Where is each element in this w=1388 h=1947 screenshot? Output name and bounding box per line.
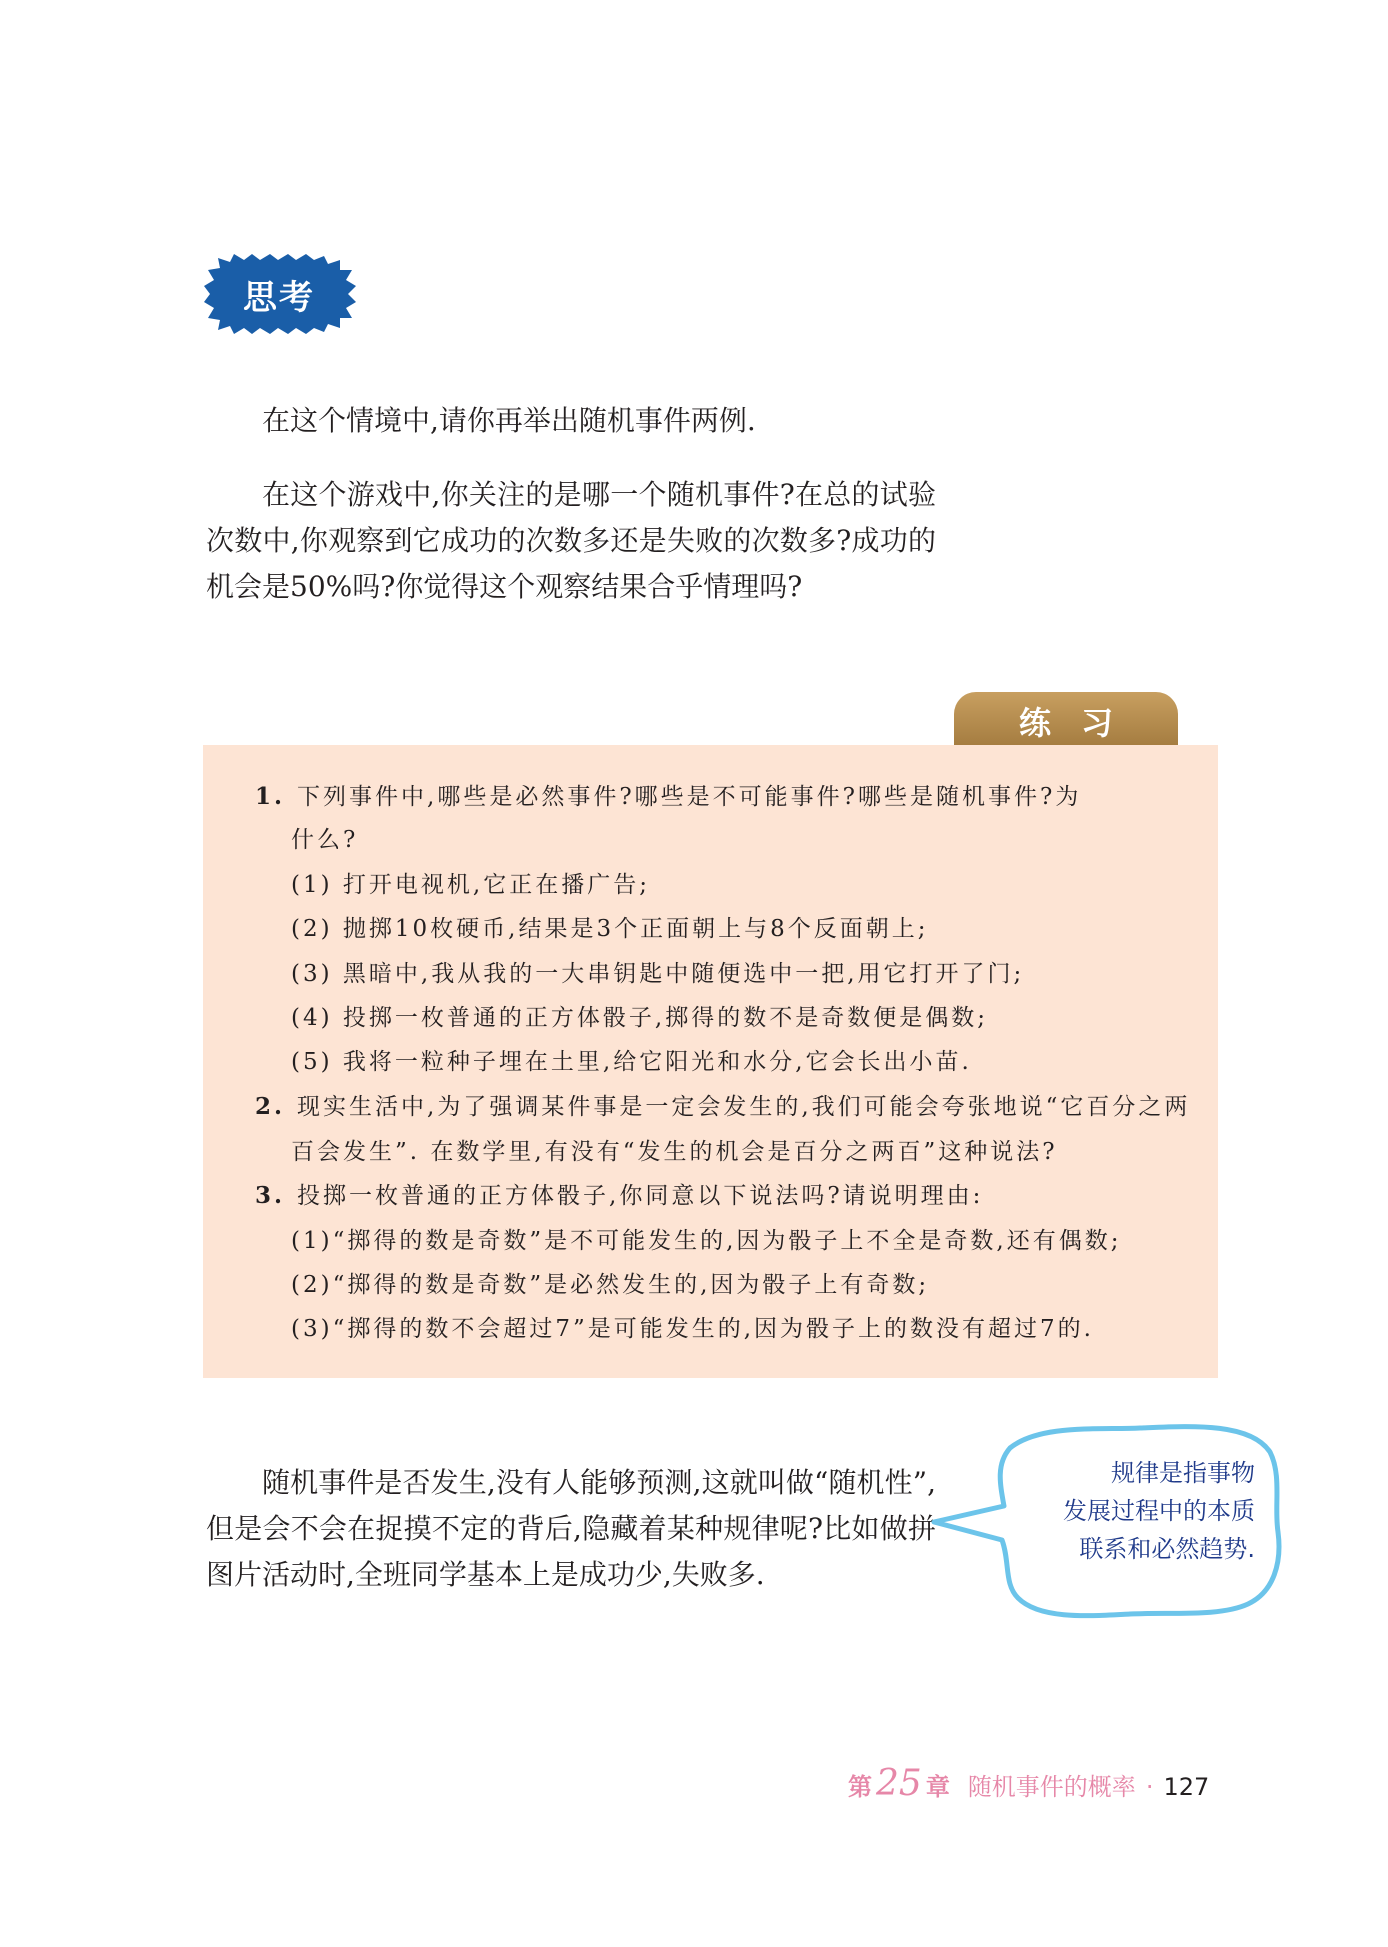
page-number: 127 bbox=[1163, 1773, 1210, 1801]
think-section-text bbox=[206, 370, 936, 638]
chapter-number: 25 bbox=[876, 1763, 922, 1804]
footer-separator: · bbox=[1145, 1773, 1154, 1801]
question-number: 2. bbox=[255, 1093, 286, 1120]
practice-tab-label: 练习 bbox=[954, 692, 1178, 750]
question-text: 下列事件中,哪些是必然事件?哪些是不可能事件?哪些是随机事件?为 bbox=[297, 784, 1082, 810]
bubble-text bbox=[1015, 1454, 1255, 1568]
sub-item: (1)“掷得的数是奇数”是不可能发生的,因为骰子上不全是奇数,还有偶数; bbox=[291, 1228, 1122, 1254]
sub-item: (1) 打开电视机,它正在播广告; bbox=[291, 872, 650, 898]
think-paragraph: 在这个游戏中,你关注的是哪一个随机事件?在总的试验次数中,你观察到它成功的次数多还是失败的次数多?成功的机会是50%吗?你觉得这个观察结果合乎情理吗? bbox=[206, 478, 936, 603]
page-footer bbox=[848, 1763, 1209, 1804]
chapter-prefix: 第 bbox=[848, 1773, 872, 1801]
bubble-line: 规律是指事物 bbox=[1111, 1459, 1255, 1487]
randomness-paragraph: 随机事件是否发生,没有人能够预测,这就叫做“随机性”,但是会不会在捉摸不定的背后,隐藏着某种规律呢?比如做拼图片活动时,全班同学基本上是成功少,失败多. bbox=[206, 1466, 936, 1591]
think-paragraph: 在这个情境中,请你再举出随机事件两例. bbox=[262, 404, 756, 437]
think-badge bbox=[200, 252, 358, 336]
bubble-line: 发展过程中的本质 bbox=[1063, 1497, 1255, 1525]
sub-item: (5) 我将一粒种子埋在土里,给它阳光和水分,它会长出小苗. bbox=[291, 1049, 972, 1075]
question-text: 现实生活中,为了强调某件事是一定会发生的,我们可能会夸张地说“它百分之两 bbox=[297, 1094, 1191, 1120]
chapter-suffix: 章 bbox=[925, 1773, 950, 1801]
note-bubble bbox=[930, 1412, 1285, 1627]
sub-item: (3) 黑暗中,我从我的一大串钥匙中随便选中一把,用它打开了门; bbox=[291, 961, 1025, 987]
sub-item: (2)“掷得的数是奇数”是必然发生的,因为骰子上有奇数; bbox=[291, 1272, 930, 1298]
question-2 bbox=[255, 1088, 1190, 1121]
bubble-line: 联系和必然趋势. bbox=[1079, 1535, 1255, 1563]
sub-item: (3)“掷得的数不会超过7”是可能发生的,因为骰子上的数没有超过7的. bbox=[291, 1316, 1094, 1342]
randomness-text bbox=[206, 1432, 936, 1626]
question-number: 3. bbox=[255, 1182, 286, 1209]
question-text-continued: 百会发生”. 在数学里,有没有“发生的机会是百分之两百”这种说法? bbox=[291, 1139, 1058, 1165]
sub-item: (4) 投掷一枚普通的正方体骰子,掷得的数不是奇数便是偶数; bbox=[291, 1005, 988, 1031]
think-badge-label: 思考 bbox=[243, 277, 315, 318]
question-text: 投掷一枚普通的正方体骰子,你同意以下说法吗?请说明理由: bbox=[297, 1183, 984, 1209]
question-number: 1. bbox=[255, 783, 286, 810]
question-text-continued: 什么? bbox=[291, 827, 359, 853]
question-3 bbox=[255, 1177, 983, 1210]
question-1 bbox=[255, 778, 1081, 811]
sub-item: (2) 抛掷10枚硬币,结果是3个正面朝上与8个反面朝上; bbox=[291, 916, 929, 942]
chapter-title: 随机事件的概率 bbox=[967, 1773, 1136, 1801]
practice-box bbox=[203, 745, 1218, 1378]
